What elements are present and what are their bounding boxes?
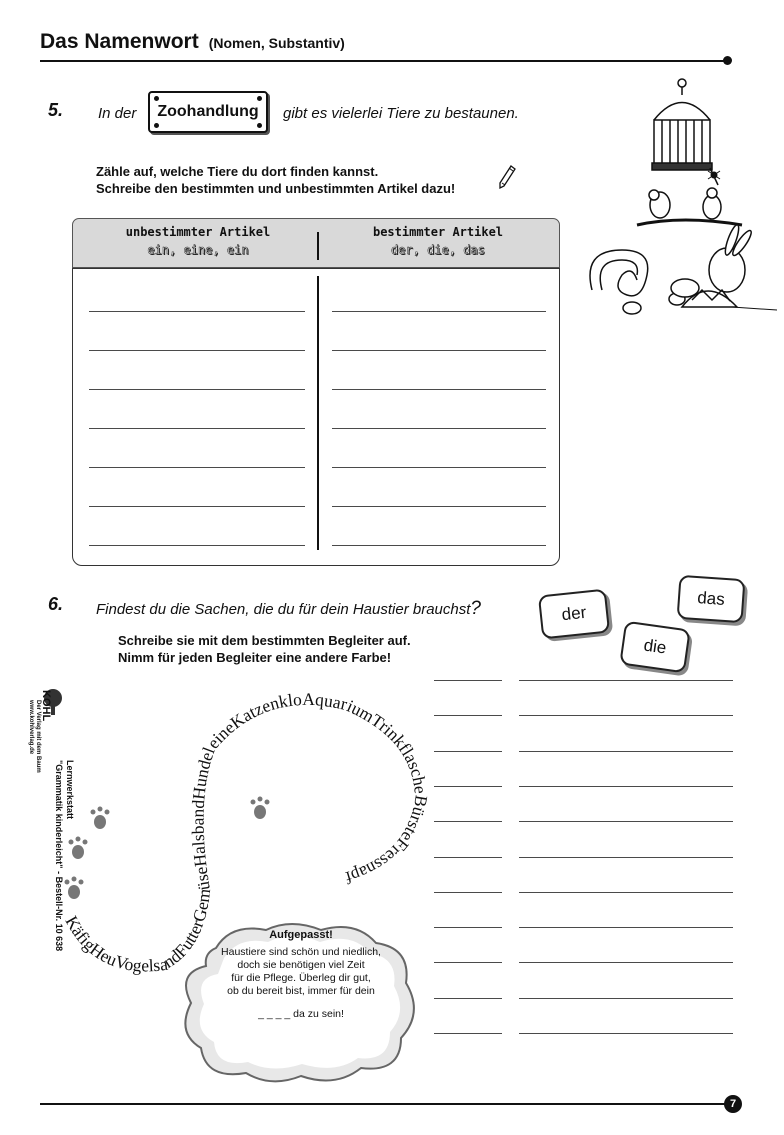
book-title: "Grammatik kinderleicht" <box>54 760 64 869</box>
write-line-right[interactable] <box>332 467 546 468</box>
header-rule-dot <box>723 56 732 65</box>
page-title <box>40 30 345 54</box>
page-number: 7 <box>724 1095 742 1113</box>
write-line-right[interactable] <box>332 350 546 351</box>
title-text: Das Namenwort <box>40 30 199 53</box>
write-line-left[interactable] <box>89 311 305 312</box>
article-write-line[interactable] <box>434 927 502 928</box>
article-write-line[interactable] <box>434 821 502 822</box>
task5-intro-after: gibt es vielerlei Tiere zu bestaunen. <box>283 105 519 122</box>
zoo-animals-illustration <box>582 75 777 325</box>
hamster-icon <box>671 279 699 297</box>
task5-intro-before: In der <box>98 105 137 122</box>
order-number: - Bestell-Nr. 10 638 <box>54 871 64 952</box>
footer-rule <box>40 1103 730 1105</box>
rabbit-icon <box>709 224 754 292</box>
card-die: die <box>619 621 690 674</box>
article-write-line[interactable] <box>434 751 502 752</box>
noun-write-line[interactable] <box>519 998 733 999</box>
sign-text: Zoohandlung <box>157 103 259 120</box>
noun-write-line[interactable] <box>519 786 733 787</box>
article-write-line[interactable] <box>434 962 502 963</box>
task6-instruction-2: Nimm für jeden Begleiter eine andere Farbe! <box>118 650 392 665</box>
sidebar-website <box>20 700 40 1000</box>
write-line-left[interactable] <box>89 467 305 468</box>
write-line-left[interactable] <box>89 389 305 390</box>
cloud-line-1: Haustiere sind schön und niedlich, <box>221 946 381 958</box>
task6-question-text: Findest du die Sachen, die du für dein Haustier brauchst <box>96 601 471 618</box>
publisher-name: KOHL <box>40 690 52 722</box>
noun-write-line[interactable] <box>519 962 733 963</box>
write-line-right[interactable] <box>332 506 546 507</box>
publisher-website: www.kohlverlag.de <box>28 700 34 755</box>
write-line-left[interactable] <box>89 506 305 507</box>
birds-on-branch-icon <box>637 188 742 225</box>
article-write-line[interactable] <box>434 680 502 681</box>
noun-write-line[interactable] <box>519 715 733 716</box>
bird-cage-icon <box>652 79 718 185</box>
write-line-right[interactable] <box>332 428 546 429</box>
cloud-title: Aufgepasst! <box>269 929 333 941</box>
task6-number: 6. <box>48 594 64 614</box>
right-header-articles: der, die, das <box>391 243 485 257</box>
cloud-line-2: doch sie benötigen viel Zeit <box>237 959 365 971</box>
left-header-label: unbestimmter Artikel <box>125 225 271 239</box>
write-line-left[interactable] <box>89 350 305 351</box>
noun-write-line[interactable] <box>519 927 733 928</box>
task5-instructions <box>96 163 455 197</box>
column-divider <box>317 276 319 550</box>
word-spiral-textpath: KäfigHeuVogelsandFutterGemüseHalsbandHundeleineKatzenkloAquariumTrinkflascheBürsteFressnapf <box>61 688 432 976</box>
cloud-line-3: für die Pflege. Überleg dir gut, <box>231 972 371 984</box>
noun-write-line[interactable] <box>519 680 733 681</box>
task5-instruction-1: Zähle auf, welche Tiere du dort finden kannst. <box>96 164 379 179</box>
cloud-line-4: ob du bereit bist, immer für dein <box>227 985 375 997</box>
article-write-line[interactable] <box>434 857 502 858</box>
task6-instructions <box>118 632 411 666</box>
article-write-line[interactable] <box>434 998 502 999</box>
spider-icon <box>708 171 720 179</box>
task5-number: 5. <box>48 100 64 120</box>
pencil-icon <box>497 164 517 192</box>
card-der: der <box>538 589 610 640</box>
article-write-line[interactable] <box>434 715 502 716</box>
card-das: das <box>677 575 746 623</box>
article-write-line[interactable] <box>434 892 502 893</box>
right-column-header <box>318 225 558 257</box>
publisher-tagline: Der Verlag mit dem Baum <box>35 700 41 773</box>
series-name: Lernwerkstatt <box>65 760 75 820</box>
task6-instruction-1: Schreibe sie mit dem bestimmten Begleiter auf. <box>118 633 411 648</box>
zoohandlung-sign <box>148 91 268 133</box>
cloud-line-5: da zu sein! <box>293 1008 344 1020</box>
noun-write-line[interactable] <box>519 751 733 752</box>
write-line-right[interactable] <box>332 545 546 546</box>
left-column-header <box>78 225 318 257</box>
task6-question <box>96 598 481 620</box>
cloud-note <box>196 929 406 1021</box>
article-write-line[interactable] <box>434 786 502 787</box>
cloud-blank: _ _ _ _ <box>258 1008 291 1020</box>
task5-instruction-2: Schreibe den bestimmten und unbestimmten Artikel dazu! <box>96 181 456 196</box>
left-header-articles: ein, eine, ein <box>147 243 249 257</box>
header-rule <box>40 60 728 62</box>
write-line-left[interactable] <box>89 428 305 429</box>
noun-write-line[interactable] <box>519 892 733 893</box>
right-header-label: bestimmter Artikel <box>372 225 504 239</box>
article-write-line[interactable] <box>434 1033 502 1034</box>
write-line-right[interactable] <box>332 389 546 390</box>
title-subtitle: (Nomen, Substantiv) <box>208 35 345 51</box>
task6-question-mark: ? <box>470 598 481 619</box>
article-table-body <box>72 268 560 566</box>
noun-write-line[interactable] <box>519 857 733 858</box>
snake-icon <box>590 250 648 314</box>
noun-write-line[interactable] <box>519 821 733 822</box>
write-line-left[interactable] <box>89 545 305 546</box>
header-divider <box>317 232 319 260</box>
noun-write-line[interactable] <box>519 1033 733 1034</box>
write-line-right[interactable] <box>332 311 546 312</box>
